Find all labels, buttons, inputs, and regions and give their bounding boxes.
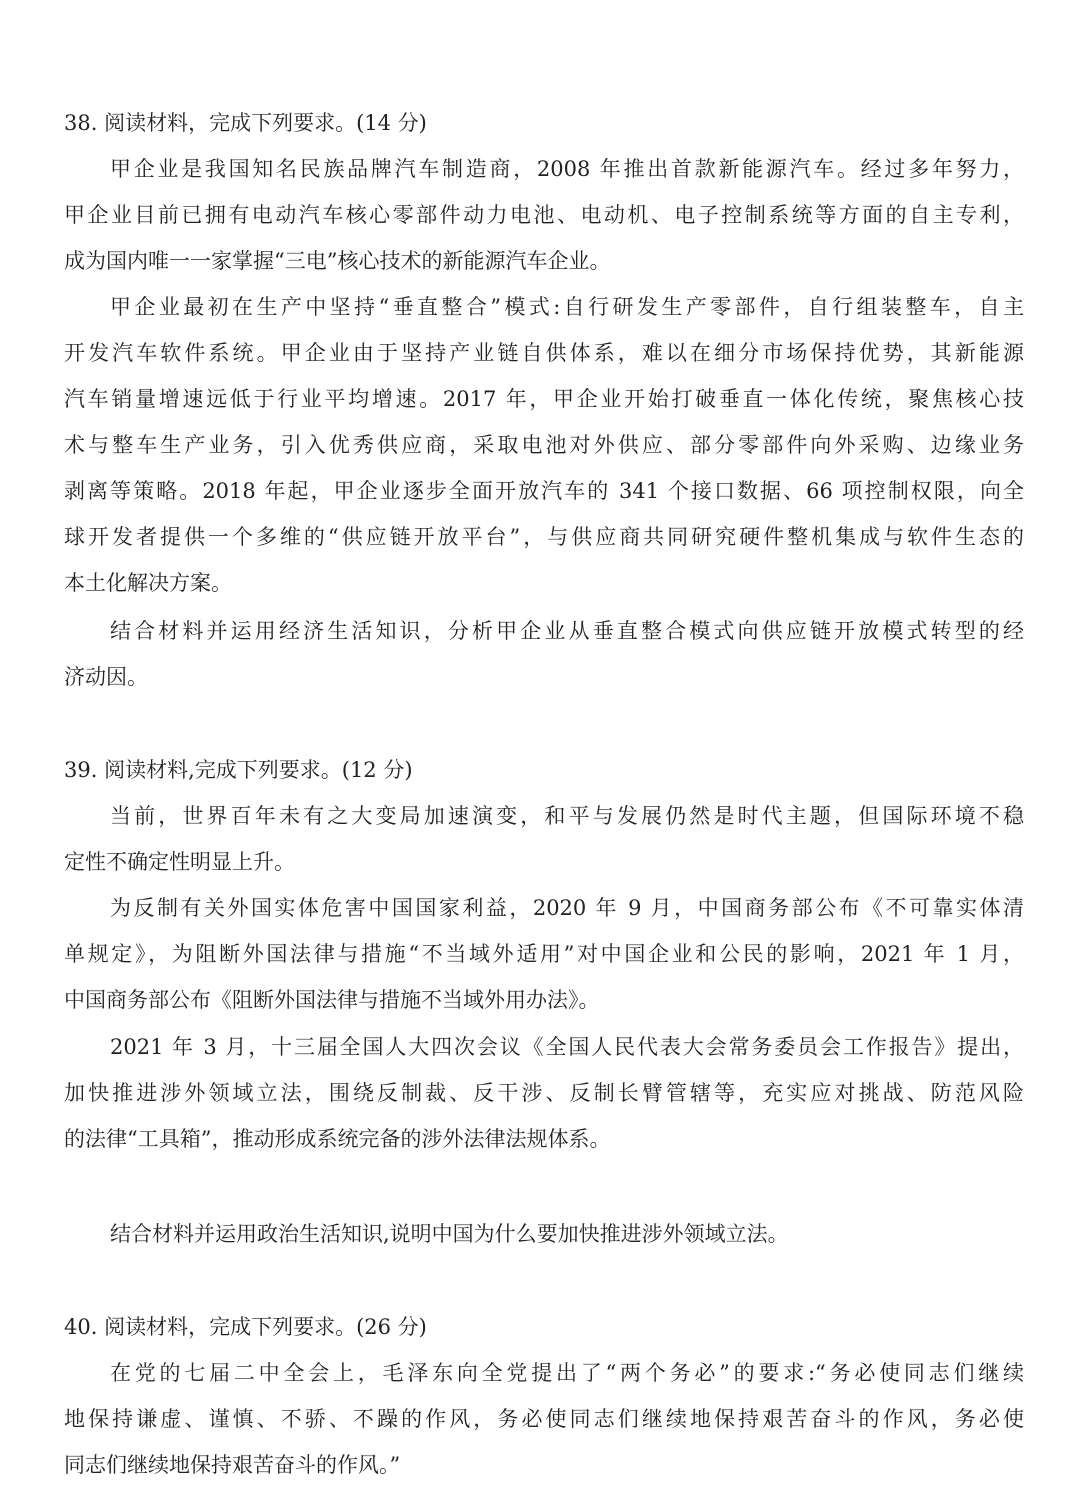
q38-p2-line-7: 本土化解决方案。 xyxy=(64,571,232,595)
q38-p2-line-5: 剥离等策略。2018 年起，甲企业逐步全面开放汽车的 341 个接口数据、66 项控制权限，向全 xyxy=(64,479,1024,503)
q40-heading: 40. 阅读材料，完成下列要求。(26 分) xyxy=(64,1315,427,1339)
q40-p1-line-1: 在党的七届二中全会上，毛泽东向全党提出了“两个务必”的要求:“务必使同志们继续 xyxy=(110,1361,1024,1385)
q39-p2-line-1: 为反制有关外国实体危害中国国家利益，2020 年 9 月，中国商务部公布《不可靠实体清 xyxy=(110,896,1024,920)
q38-p2-line-1: 甲企业最初在生产中坚持“垂直整合”模式:自行研发生产零部件，自行组装整车，自主 xyxy=(110,295,1024,319)
q39-p3-line-2: 加快推进涉外领域立法，围绕反制裁、反干涉、反制长臂管辖等，充实应对挑战、防范风险 xyxy=(64,1081,1024,1105)
q38-p2-line-6: 球开发者提供一个多维的“供应链开放平台”，与供应商共同研究硬件整机集成与软件生态的 xyxy=(64,525,1024,549)
q39-p3-line-1: 2021 年 3 月，十三届全国人大四次会议《全国人民代表大会常务委员会工作报告》提出， xyxy=(110,1035,1024,1059)
q38-question-line-1: 结合材料并运用经济生活知识，分析甲企业从垂直整合模式向供应链开放模式转型的经 xyxy=(110,619,1024,643)
q38-p1-line-1: 甲企业是我国知名民族品牌汽车制造商，2008 年推出首款新能源汽车。经过多年努力， xyxy=(110,157,1024,181)
q39-p3-line-3: 的法律“工具箱”，推动形成系统完备的涉外法律法规体系。 xyxy=(64,1127,611,1151)
q38-p2-line-3: 汽车销量增速远低于行业平均增速。2017 年，甲企业开始打破垂直一体化传统，聚焦核心技 xyxy=(64,387,1024,411)
q38-p2-line-2: 开发汽车软件系统。甲企业由于坚持产业链自供体系，难以在细分市场保持优势，其新能源 xyxy=(64,341,1024,365)
q38-p1-line-2: 甲企业目前已拥有电动汽车核心零部件动力电池、电动机、电子控制系统等方面的自主专利， xyxy=(64,203,1024,227)
q38-p2-line-4: 术与整车生产业务，引入优秀供应商，采取电池对外供应、部分零部件向外采购、边缘业务 xyxy=(64,433,1024,457)
q38-p1-line-3: 成为国内唯一一家掌握“三电”核心技术的新能源汽车企业。 xyxy=(64,249,611,273)
q39-p2-line-3: 中国商务部公布《阻断外国法律与措施不当域外用办法》。 xyxy=(64,988,600,1012)
q38-heading: 38. 阅读材料，完成下列要求。(14 分) xyxy=(64,111,427,135)
q39-p1-line-2: 定性不确定性明显上升。 xyxy=(64,850,295,874)
q39-heading: 39. 阅读材料,完成下列要求。(12 分) xyxy=(64,758,413,782)
q39-question-line-1: 结合材料并运用政治生活知识,说明中国为什么要加快推进涉外领域立法。 xyxy=(110,1222,789,1246)
q38-question-line-2: 济动因。 xyxy=(64,665,148,689)
q40-p1-line-2: 地保持谦虚、谨慎、不骄、不躁的作风，务必使同志们继续地保持艰苦奋斗的作风，务必使 xyxy=(64,1407,1024,1431)
q40-p1-line-3: 同志们继续地保持艰苦奋斗的作风。” xyxy=(64,1453,401,1477)
q39-p1-line-1: 当前，世界百年未有之大变局加速演变，和平与发展仍然是时代主题，但国际环境不稳 xyxy=(110,804,1024,828)
q39-p2-line-2: 单规定》，为阻断外国法律与措施“不当域外适用”对中国企业和公民的影响，2021 年 1 月， xyxy=(64,942,1024,966)
